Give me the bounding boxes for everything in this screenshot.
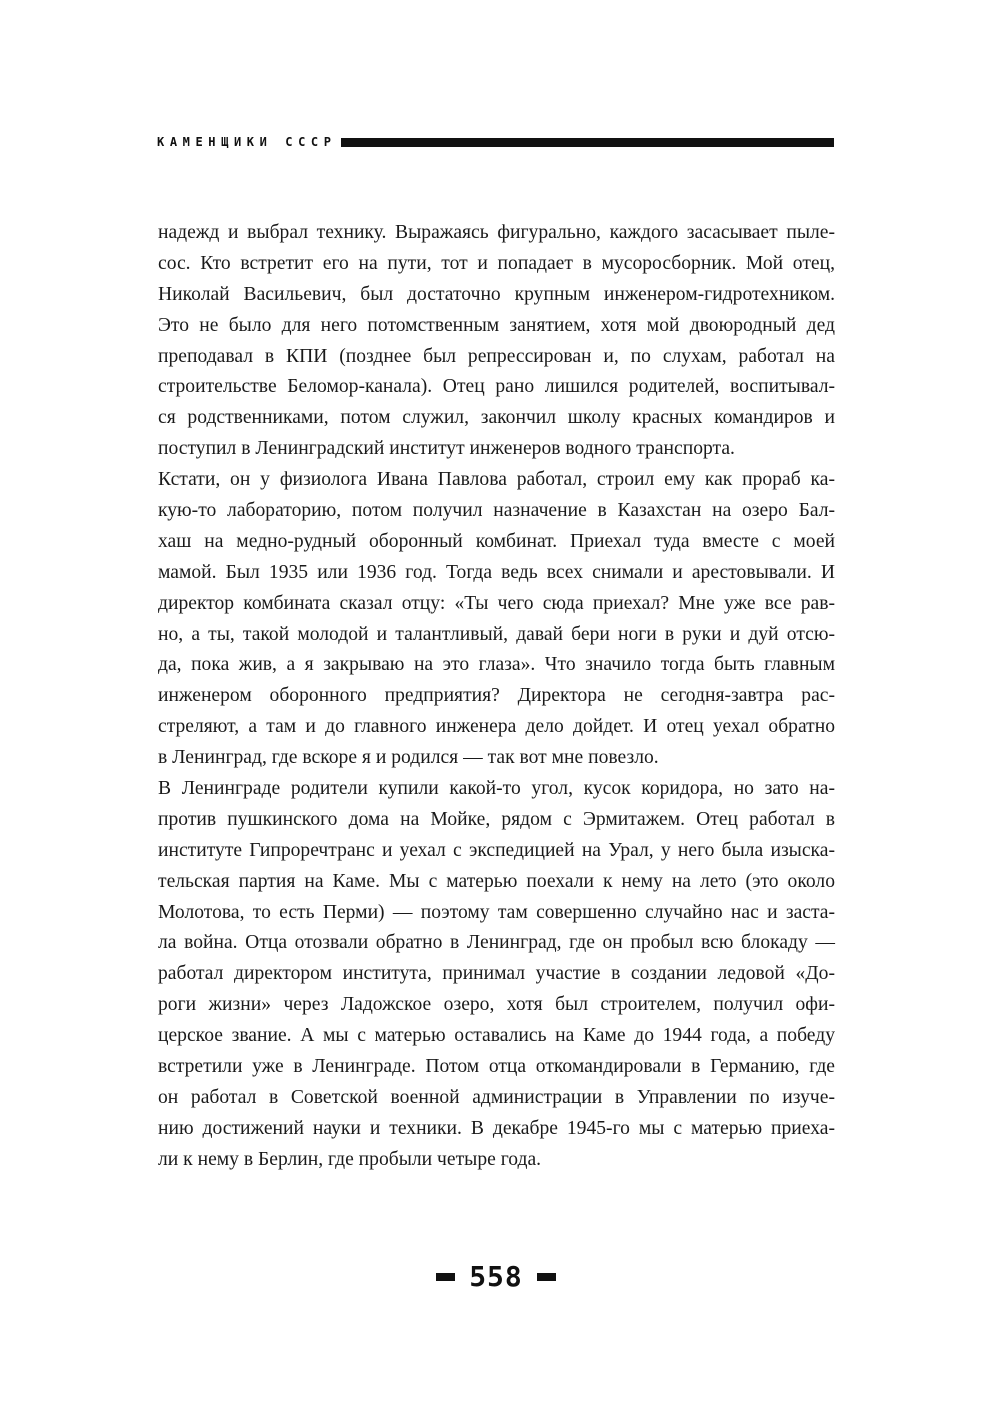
text-line: он работал в Советской военной администрации в Управлении по изуче- bbox=[158, 1086, 835, 1108]
text-line: надежд и выбрал технику. Выражаясь фигурально, каждого засасывает пыле- bbox=[158, 222, 835, 243]
text-line: в Ленинград, где вскоре я и родился — так вот мне повезло. bbox=[158, 747, 659, 769]
text-line: нию достижений науки и техники. В декабре 1945-го мы с матерью приеха- bbox=[158, 1117, 835, 1139]
text-line: но, а ты, такой молодой и талантливый, давай бери ноги в руки и дуй отсю- bbox=[158, 623, 835, 645]
text-line: церское звание. А мы с матерью оставались на Каме до 1944 года, а победу bbox=[158, 1025, 835, 1047]
text-line: Молотова, то есть Перми) — поэтому там совершенно случайно нас и заста- bbox=[158, 901, 835, 923]
text-line: Это не было для него потомственным занятием, хотя мой двоюродный дед bbox=[158, 314, 835, 336]
text-line: Николай Васильевич, был достаточно крупным инженером-гидротехником. bbox=[158, 283, 835, 305]
page-footer bbox=[0, 1262, 992, 1292]
text-line: преподавал в КПИ (позднее был репрессирован и, по слухам, работал на bbox=[158, 345, 835, 367]
body-text bbox=[158, 218, 835, 1176]
text-line: поступил в Ленинградский институт инженеров водного транспорта. bbox=[158, 438, 735, 460]
text-line: В Ленинграде родители купили какой-то угол, кусок коридора, но зато на- bbox=[158, 778, 835, 800]
folio-bar-left bbox=[436, 1273, 455, 1281]
text-line: ли к нему в Берлин, где пробыли четыре года. bbox=[158, 1148, 542, 1170]
text-line: стреляют, а там и до главного инженера дело дойдет. И отец уехал обратно bbox=[158, 716, 835, 738]
text-line: инженером оборонного предприятия? Директора не сегодня-завтра рас- bbox=[158, 685, 835, 707]
text-line: работал директором института, принимал участие в создании ледовой «До- bbox=[158, 963, 835, 985]
text-line: против пушкинского дома на Мойке, рядом с Эрмитажем. Отец работал в bbox=[158, 808, 835, 830]
text-line: встретили уже в Ленинграде. Потом отца откомандировали в Германию, где bbox=[158, 1056, 835, 1078]
text-line: мамой. Был 1935 или 1936 год. Тогда ведь всех снимали и арестовывали. И bbox=[158, 561, 835, 583]
text-line: Кстати, он у физиолога Ивана Павлова работал, строил ему как прораб ка- bbox=[158, 469, 835, 491]
text-line: кую-то лабораторию, потом получил назначение в Казахстан на озеро Бал- bbox=[158, 500, 835, 522]
text-line: тельская партия на Каме. Мы с матерью поехали к нему на лето (это около bbox=[158, 870, 835, 892]
text-line: ся родственниками, потом служил, закончил школу красных командиров и bbox=[158, 407, 835, 429]
text-line: ла война. Отца отозвали обратно в Ленинград, где он пробыл всю блокаду — bbox=[158, 932, 835, 954]
header-rule bbox=[341, 138, 834, 147]
text-line: сос. Кто встретит его на пути, тот и попадает в мусоросборник. Мой отец, bbox=[158, 252, 835, 274]
running-title: КАМЕНЩИКИ СССР bbox=[157, 135, 337, 149]
text-line: строительстве Беломор-канала). Отец рано лишился родителей, воспитывал- bbox=[158, 376, 835, 398]
text-line: институте Гипроречтранс и уехал с экспедицией на Урал, у него была изыска- bbox=[158, 839, 835, 861]
text-line: хаш на медно-рудный оборонный комбинат. Приехал туда вместе с моей bbox=[158, 530, 835, 552]
running-header bbox=[157, 133, 834, 151]
page-number: 558 bbox=[469, 1260, 523, 1293]
text-line: директор комбината сказал отцу: «Ты чего сюда приехал? Мне уже все рав- bbox=[158, 592, 835, 614]
text-line: да, пока жив, а я закрываю на это глаза». Что значило тогда быть главным bbox=[158, 654, 835, 676]
text-line: роги жизни» через Ладожское озеро, хотя был строителем, получил офи- bbox=[158, 994, 835, 1016]
folio-bar-right bbox=[537, 1273, 556, 1281]
